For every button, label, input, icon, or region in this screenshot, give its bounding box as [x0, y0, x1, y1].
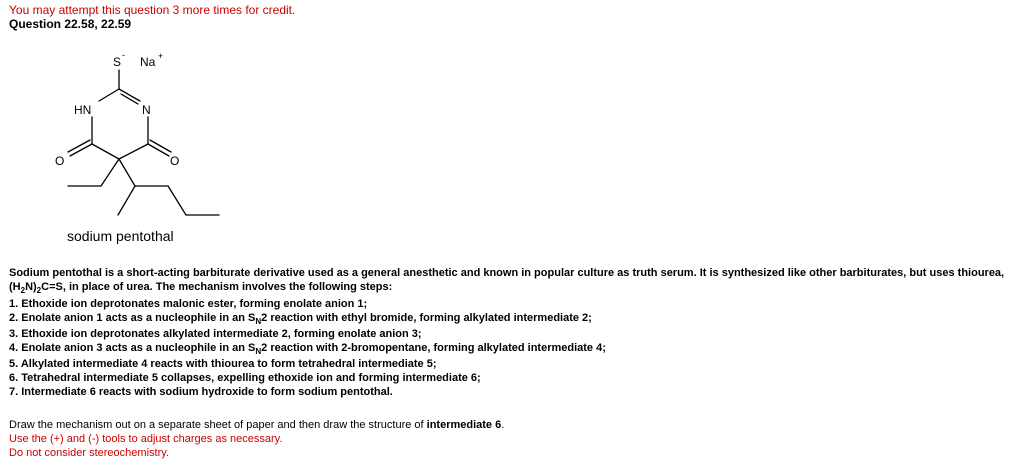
- step-4: 4. Enolate anion 3 acts as a nucleophile in an $S_N2$ reaction with 2-bromopentane, forming alkylated intermediate 4;: [9, 342, 606, 357]
- bond-c2-n1: [99, 89, 119, 101]
- mechanism-steps: [9, 297, 1019, 399]
- instructions: [9, 418, 504, 460]
- step-3: 3. Ethoxide ion deprotonates alkylated intermediate 2, forming enolate anion 3;: [9, 328, 422, 340]
- bond-c5-pentyl: [119, 159, 135, 186]
- problem-statement: [9, 266, 1019, 399]
- step-2: 2. Enolate anion 1 acts as a nucleophile in an $S_N2$ reaction with ethyl bromide, forming alkylated intermediate 2;: [9, 312, 592, 327]
- bond-c5-ethyl: [101, 159, 119, 186]
- charge-hint: Use the (+) and (-) tools to adjust charges as necessary.: [9, 433, 283, 445]
- step-1: 1. Ethoxide ion deprotonates malonic ester, forming enolate anion 1;: [9, 298, 368, 310]
- atom-nh: HN: [74, 103, 92, 117]
- molecule-caption: sodium pentothal: [67, 228, 174, 244]
- atom-sodium: Na: [140, 55, 156, 69]
- bond-c4-c5: [119, 144, 148, 159]
- sodium-pentothal-structure: [0, 0, 260, 250]
- atom-sulfur: S: [113, 55, 122, 69]
- atom-sulfur-charge: -: [122, 50, 125, 60]
- bond-c6-o-left-second: [68, 140, 90, 152]
- question-title: Question 22.58, 22.59: [9, 17, 132, 31]
- atom-sodium-charge: +: [158, 51, 164, 61]
- step-6: 6. Tetrahedral intermediate 5 collapses, expelling ethoxide ion and forming intermediate 6;: [9, 372, 481, 384]
- bond-c6-o-left: [70, 144, 92, 156]
- bond-c4-o-right-second: [150, 140, 171, 152]
- bond-c6-c5: [92, 144, 119, 159]
- draw-instruction: Draw the mechanism out on a separate sheet of paper and then draw the structure of intermediate 6.: [9, 419, 505, 431]
- bond-pentyl-c4: [168, 186, 186, 215]
- atom-n: N: [142, 103, 151, 117]
- bond-c4-o-right: [148, 144, 169, 156]
- step-7: 7. Intermediate 6 reacts with sodium hydroxide to form sodium pentothal.: [9, 386, 393, 398]
- problem-intro: Sodium pentothal is a short-acting barbiturate derivative used as a general anesthetic and known in popular culture as truth serum. It is synthesized like other barbiturates, but uses thiourea, $(H_2N)_2C=S$, in place of urea. The mechanism involves the following steps:: [9, 267, 1005, 296]
- attempt-notice: You may attempt this question 3 more times for credit.: [9, 3, 296, 17]
- bond-pentyl-methyl: [118, 186, 135, 215]
- atom-o-left: O: [55, 154, 65, 168]
- step-5: 5. Alkylated intermediate 4 reacts with thiourea to form tetrahedral intermediate 5;: [9, 358, 437, 370]
- stereo-hint: Do not consider stereochemistry.: [9, 447, 169, 459]
- atom-o-right: O: [170, 154, 180, 168]
